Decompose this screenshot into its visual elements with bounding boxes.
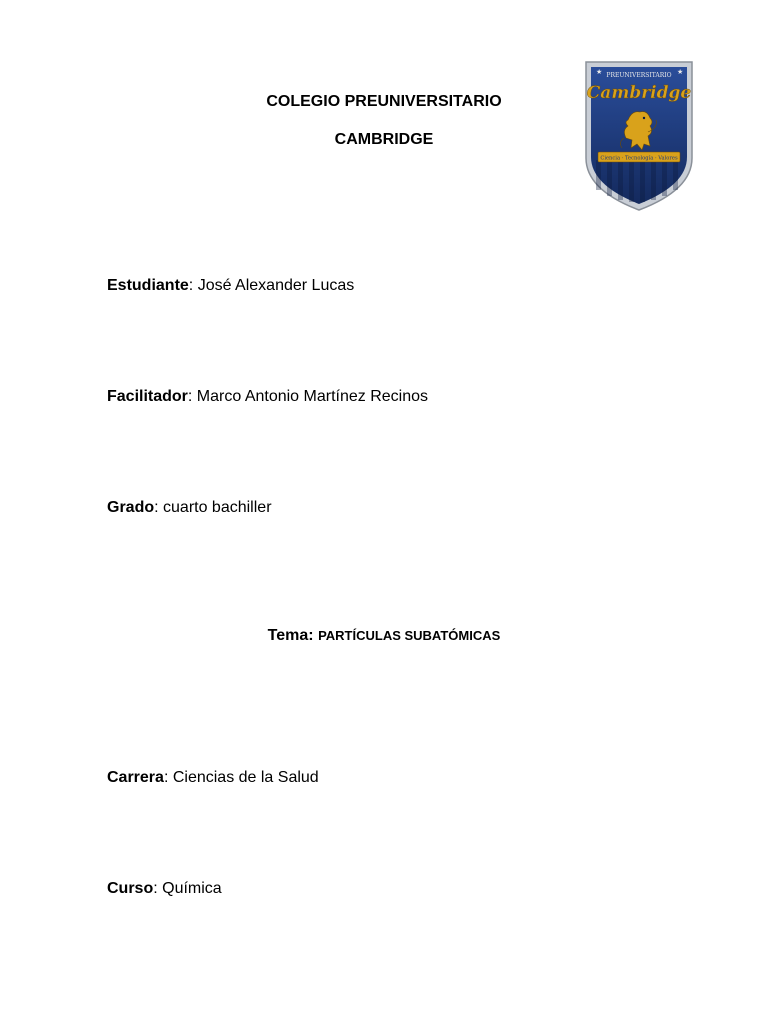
field-carrera [107,768,319,788]
facilitador-value: : Marco Antonio Martínez Recinos [187,388,429,405]
carrera-value: : Ciencias de la Salud [163,769,319,786]
tema-label: Tema: [267,627,314,644]
school-name-line-2: CAMBRIDGE [334,131,434,148]
cambridge-crest-logo [584,60,694,212]
crest-motto: Ciencia · Tecnología · Valores [600,155,678,162]
curso-value: : Química [153,880,222,897]
field-tema [0,626,768,646]
tema-value: PARTÍCULAS SUBATÓMICAS [318,628,501,643]
svg-text:★: ★ [596,68,603,76]
svg-text:★: ★ [677,68,684,76]
estudiante-value: : José Alexander Lucas [188,277,355,294]
field-curso [107,879,222,899]
estudiante-label: Estudiante [107,277,189,294]
crest-name: Cambridge [586,83,692,103]
field-grado [107,498,272,518]
school-name-line-1: COLEGIO PREUNIVERSITARIO [266,93,502,110]
carrera-label: Carrera [107,769,164,786]
field-estudiante [107,276,354,296]
grado-label: Grado [107,499,155,516]
field-facilitador [107,387,428,407]
crest-top-text: PREUNIVERSITARIO [606,72,672,79]
curso-label: Curso [107,880,154,897]
grado-value: : cuarto bachiller [154,499,272,516]
facilitador-label: Facilitador [107,388,188,405]
